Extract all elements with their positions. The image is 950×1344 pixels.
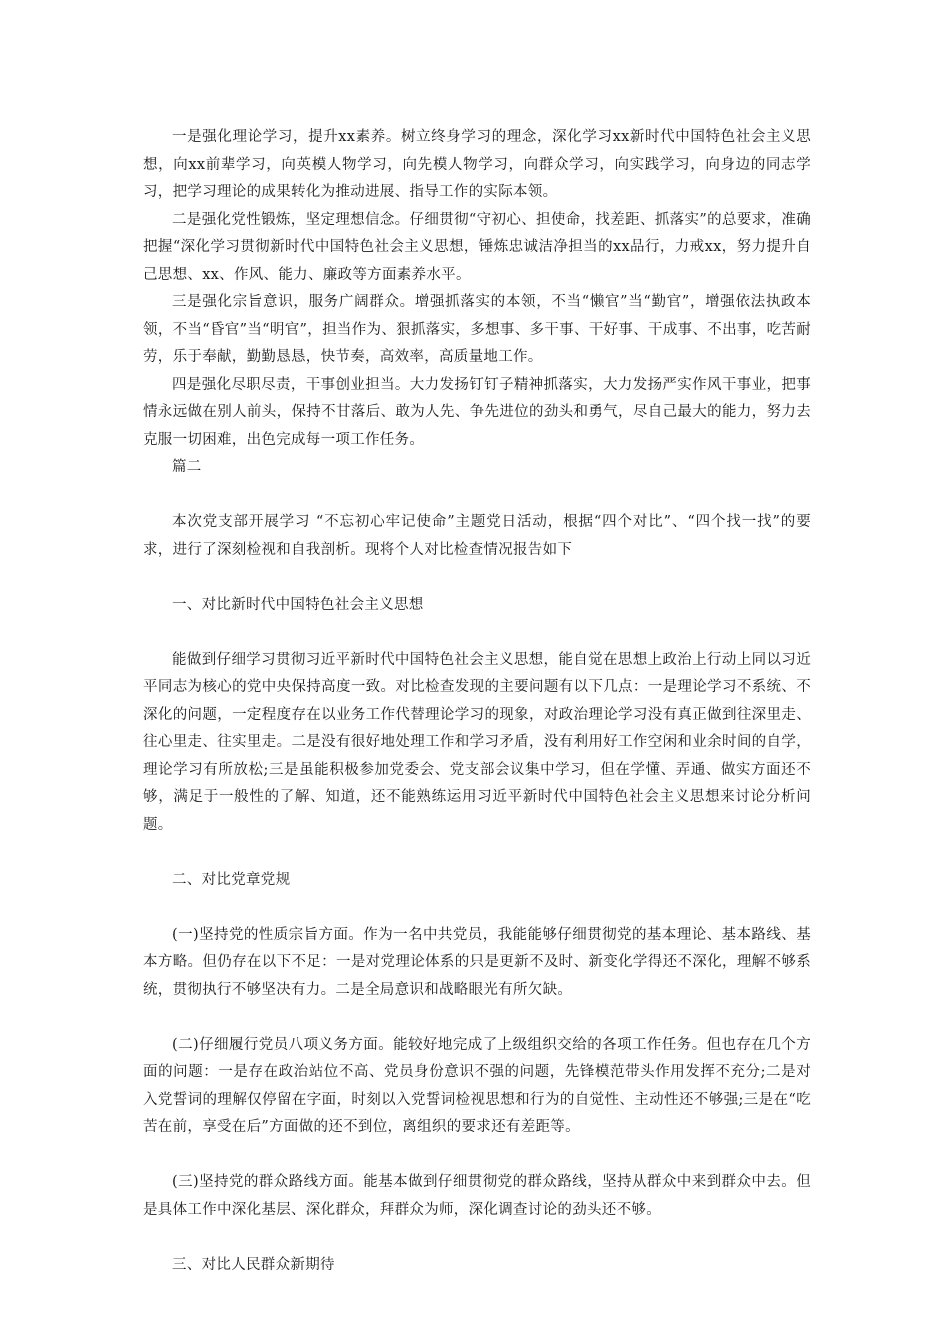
paragraph-compare-thought: 能做到仔细学习贯彻习近平新时代中国特色社会主义思想，能自觉在思想上政治上行动上同以习近平同志为核心的党中央保持高度一致。对比检查发现的主要问题有以下几点：一是理论学习不系统、不深化的问题，一定程度存在以业务工作代替理论学习的现象，对政治理论学习没有真正做到往深里走、往心里走、往实里走。二是没有很好地处理工作和学习矛盾，没有利用好工作空闲和业余时间的自学，理论学习有所放松;三是虽能积极参加党委会、党支部会议集中学习，但在学懂、弄通、做实方面还不够，满足于一般性的了解、知道，还不能熟练运用习近平新时代中国特色社会主义思想来讨论分析问题。 xyxy=(143,651,811,833)
paragraph-theory-study: 一是强化理论学习，提升xx素养。树立终身学习的理念，深化学习xx新时代中国特色社会主义思想，向xx前辈学习，向英模人物学习，向先模人物学习，向群众学习，向实践学习，向身边的同志学习，把学习理论的成果转化为推动进展、指导工作的实际本领。 xyxy=(143,129,811,200)
heading-compare-expectations: 三、对比人民群众新期待 xyxy=(172,1256,335,1273)
paragraph-charter-mass-line: (三)坚持党的群众路线方面。能基本做到仔细贯彻党的群众路线，坚持从群众中来到群众中去。但是具体工作中深化基层、深化群众，拜群众为师，深化调查讨论的劲头还不够。 xyxy=(143,1174,811,1218)
heading-compare-thought: 一、对比新时代中国特色社会主义思想 xyxy=(172,596,424,613)
paragraph-charter-nature: (一)坚持党的性质宗旨方面。作为一名中共党员，我能能够仔细贯彻党的基本理论、基本路线、基本方略。但仍存在以下不足：一是对党理论体系的只是更新不及时、新变化学得还不深化，理解不够系统，贯彻执行不够坚决有力。二是全局意识和战略眼光有所欠缺。 xyxy=(143,926,811,998)
paragraph-party-spirit: 二是强化党性锻炼，坚定理想信念。仔细贯彻“守初心、担使命，找差距、抓落实”的总要求，准确把握“深化学习贯彻新时代中国特色社会主义思想，锤炼忠诚洁净担当的xx品行，力戒xx，努力提升自己思想、xx、作风、能力、廉政等方面素养水平。 xyxy=(143,211,811,283)
document-body xyxy=(143,124,811,1279)
paragraph-intro: 本次党支部开展学习 “不忘初心牢记使命”主题党日活动，根据“四个对比”、“四个找一找”的要求，进行了深刻检视和自我剖析。现将个人对比检查情况报告如下 xyxy=(143,514,811,558)
heading-compare-charter: 二、对比党章党规 xyxy=(172,871,291,888)
paragraph-due-diligence: 四是强化尽职尽责，干事创业担当。大力发扬钉钉子精神抓落实，大力发扬严实作风干事业，把事情永远做在别人前头，保持不甘落后、敢为人先、争先进位的劲头和勇气，尽自己最大的能力，努力去克服一切困难，出色完成每一项工作任务。 xyxy=(143,376,811,448)
paragraph-purpose-awareness: 三是强化宗旨意识，服务广阔群众。增强抓落实的本领，不当“懒官”当“勤官”，增强依法执政本领，不当“昏官”当“明官”，担当作为、狠抓落实，多想事、多干事、干好事、干成事、不出事，吃苦耐劳，乐于奉献，勤勤恳恳，快节奏，高效率，高质量地工作。 xyxy=(143,294,811,365)
paragraph-charter-duties: (二)仔细履行党员八项义务方面。能较好地完成了上级组织交给的各项工作任务。但也存在几个方面的问题：一是存在政治站位不高、党员身份意识不强的问题，先锋模范带头作用发挥不充分;二是对入党誓词的理解仅停留在字面，时刻以入党誓词检视思想和行为的自觉性、主动性还不够强;三是在“吃苦在前，享受在后”方面做的还不到位，离组织的要求还有差距等。 xyxy=(143,1036,811,1135)
section-label-part-two: 篇二 xyxy=(172,459,202,475)
